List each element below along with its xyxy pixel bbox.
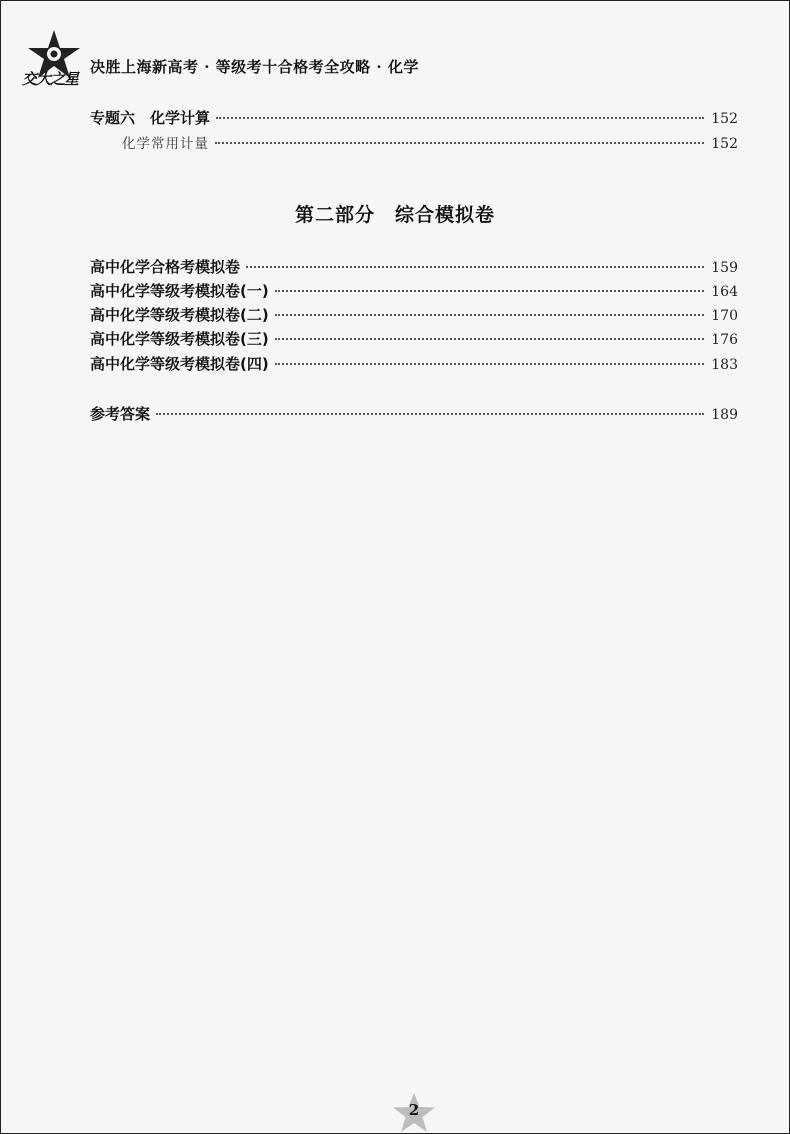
toc-entry-mock-2[interactable] bbox=[90, 304, 738, 325]
toc-entry-page: 189 bbox=[711, 407, 738, 423]
toc-entry-label: 化学常用计量 bbox=[122, 136, 209, 152]
toc-entry-answers[interactable] bbox=[90, 403, 738, 424]
toc-entry-label: 高中化学合格考模拟卷 bbox=[90, 258, 241, 276]
logo-text: 交大之星 bbox=[22, 70, 79, 88]
dot-leader bbox=[246, 266, 704, 268]
toc-entry-page: 152 bbox=[711, 111, 738, 127]
toc-entry-mock-1[interactable] bbox=[90, 280, 738, 301]
toc-entry-page: 159 bbox=[711, 260, 738, 276]
book-title: 决胜上海新高考 · 等级考十合格考全攻略 · 化学 bbox=[90, 58, 419, 76]
toc-entry-page: 164 bbox=[711, 284, 738, 300]
toc-entry-label: 专题六 化学计算 bbox=[90, 109, 211, 127]
part-two-heading: 第二部分 综合模拟卷 bbox=[294, 204, 495, 226]
toc-entry-label: 高中化学等级考模拟卷(三) bbox=[90, 330, 269, 348]
toc-entry-label: 参考答案 bbox=[90, 405, 151, 423]
toc-entry-page: 183 bbox=[711, 357, 738, 373]
toc-entry-mock-pass[interactable] bbox=[90, 256, 738, 277]
toc-entry-label: 高中化学等级考模拟卷(二) bbox=[90, 306, 269, 324]
toc-entry-chemical-quantities[interactable] bbox=[122, 132, 738, 152]
toc-entry-label: 高中化学等级考模拟卷(四) bbox=[90, 355, 269, 373]
toc-entry-label: 高中化学等级考模拟卷(一) bbox=[90, 282, 269, 300]
dot-leader bbox=[215, 142, 704, 144]
toc-entry-page: 176 bbox=[711, 332, 738, 348]
dot-leader bbox=[275, 338, 704, 340]
page-number: 2 bbox=[408, 1101, 420, 1119]
toc-entry-topic6[interactable] bbox=[90, 107, 738, 128]
dot-leader bbox=[275, 290, 704, 292]
dot-leader bbox=[275, 314, 704, 316]
dot-leader bbox=[216, 117, 704, 119]
dot-leader bbox=[275, 363, 704, 365]
toc-entry-page: 170 bbox=[711, 308, 738, 324]
dot-leader bbox=[156, 413, 704, 415]
page-header bbox=[18, 28, 778, 108]
toc-entry-mock-4[interactable] bbox=[90, 353, 738, 374]
toc-entry-page: 152 bbox=[711, 136, 738, 152]
toc-entry-mock-3[interactable] bbox=[90, 328, 738, 349]
